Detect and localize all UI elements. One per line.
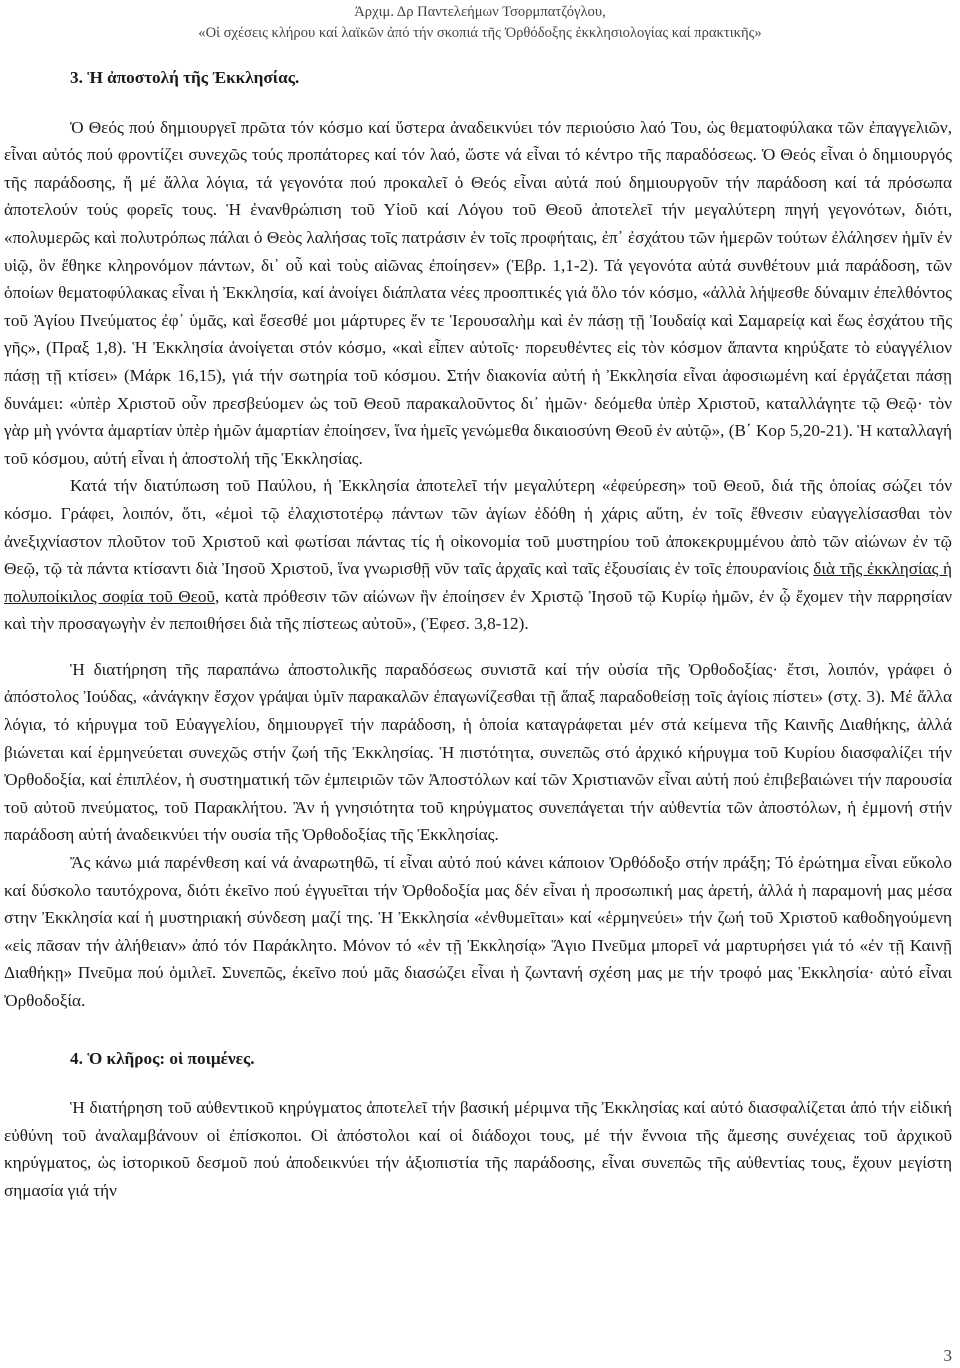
running-header	[0, 2, 960, 44]
section-3-heading: 3. Ἡ ἀποστολή τῆς Ἐκκλησίας.	[70, 68, 300, 87]
page-number: 3	[943, 1346, 952, 1365]
header-author: Ἀρχιμ. Δρ Παντελεήμων Τσορμπατζόγλου,	[354, 4, 606, 20]
section-3-paragraph-1: Ὁ Θεός πού δημιουργεῖ πρῶτα τόν κόσμο καί ὕστερα ἀναδεικνύει τόν περιούσιο λαό Του, ὡς θεματοφύλακα τῶν ἐπαγγελιῶν, εἶναι αὐτός πού φροντίζει συνεχῶς τούς προπάτορες καί τόν λαό, ὥστε νά εἶναι τό κέντρο τῆς παραδόσεως. Ὁ Θεός εἶναι ὁ δημιουργός τῆς παράδοσης, ἤ μέ ἄλλα λόγια, τά γεγονότα πού προκαλεῖ ὁ Θεός εἶναι αὐτά πού δημιουργοῦν τήν παράδοση καί τά πρόσωπα ἀποτελούν τούς φορεῖς τους. Ἡ ἐνανθρώπιση τοῦ Υἱοῦ καί Λόγου τοῦ Θεοῦ ἀποτελεῖ τήν μεγαλύτερη πηγή γεγονότων, διότι, «πολυμερῶς καὶ πολυτρόπως πάλαι ὁ Θεὸς λαλήσας τοῖς πατράσιν ἐν τοῖς προφήταις, ἐπ᾿ ἐσχάτου τῶν ἡμερῶν τούτων ἐλάλησεν ἡμῖν ἐν υἱῷ, ὃν ἔθηκε κληρονόμον πάντων, δι᾿ οὗ καὶ τοὺς αἰῶνας ἐποίησεν» (Ἑβρ. 1,1-2). Τά γεγονότα αὐτά συνθέτουν μιά παράδοση, τῶν ὁποίων θεματοφύλακας εἶναι ἡ Ἐκκλησία, καί ἀνοίγει διάπλατα νέες προοπτικές γιά ὅλο τόν κόσμο, «ἀλλὰ λήψεσθε δύναμιν ἐπελθόντος τοῦ Ἁγίου Πνεύματος ἐφ᾿ ὑμᾶς, καὶ ἔσεσθέ μοι μάρτυρες ἔν τε Ἱερουσαλὴμ καὶ ἐν πάσῃ τῇ Ἰουδαίᾳ καὶ Σαμαρείᾳ καὶ ἕως ἐσχάτου τῆς γῆς», (Πραξ 1,8). Ἡ Ἐκκλησία ἀνοίγεται στόν κόσμο, «καὶ εἶπεν αὐτοῖς· πορευθέντες εἰς τὸν κόσμον ἅπαντα κηρύξατε τὸ εὐαγγέλιον πάσῃ τῇ κτίσει» (Μάρκ 16,15), γιά τήν σωτηρία τοῦ κόσμου. Στήν διακονία αὐτή ἡ Ἐκκλησία εἶναι ἀφοσιωμένη καί ἐργάζεται πάσῃ δυνάμει: «ὑπὲρ Χριστοῦ οὖν πρεσβεύομεν ὡς τοῦ Θεοῦ παρακαλοῦντος δι᾿ ἡμῶν· δεόμεθα ὑπὲρ Χριστοῦ, καταλλάγητε τῷ Θεῷ· τὸν γὰρ μὴ γνόντα ἁμαρτίαν ὑπὲρ ἡμῶν ἁμαρτίαν ἐποίησεν, ἵνα ἡμεῖς γενώμεθα δικαιοσύνη Θεοῦ ἐν αὐτῷ», (Β΄ Κορ 5,20-21). Ἡ καταλλαγή τοῦ κόσμου, αὐτή εἶναι ἡ ἀποστολή τῆς Ἐκκλησίας.	[4, 117, 952, 468]
paragraph-2-text-end: , κατὰ πρόθεσιν τῶν αἰώνων ἣν ἐποίησεν ἐν Χριστῷ Ἰησοῦ τῷ Κυρίῳ ἡμῶν, ἐν ᾧ ἔχομεν τὴν παρρησίαν καὶ τὴν προσαγωγὴν ἐν πεποιθήσει διὰ τῆς πίστεως αὐτοῦ», (Ἐφεσ. 3,8-12).	[4, 586, 953, 634]
header-title: «Οἱ σχέσεις κλήρου καί λαϊκῶν ἀπό τήν σκοπιά τῆς Ὀρθόδοξης ἐκκλησιολογίας καί πρακτικῆς»	[198, 25, 762, 41]
section-3-paragraph-3: Ἡ διατήρηση τῆς παραπάνω ἀποστολικῆς παραδόσεως συνιστᾶ καί τήν οὐσία τῆς Ὀρθοδοξίας· ἔτσι, λοιπόν, γράφει ὁ ἀπόστολος Ἰούδας, «ἀνάγκην ἔσχον γράψαι ὑμῖν παρακαλῶν ἐπαγωνίζεσθαι τῇ ἅπαξ παραδοθείσῃ τοῖς ἁγίοις πίστει» (στχ. 3). Μέ ἄλλα λόγια, τό κήρυγμα τοῦ Εὐαγγελίου, δημιουργεῖ τήν παράδοση, ἡ ὁποία καταγράφεται μέν στά κείμενα τῆς Καινῆς Διαθήκης, ἀλλά βιώνεται καί ἑρμηνεύεται συνεχῶς στήν ζωή τῆς Ἐκκλησίας. Ἡ πιστότητα, συνεπῶς στό ἀρχικό κήρυγμα τοῦ Κυρίου διασφαλίζει τήν Ὀρθοδοξία, καί ἐπιπλέον, ἡ συστηματική τῶν ἐμπειριῶν τῶν Ἀποστόλων καί τῶν Χριστιανῶν εἶναι αὐτή πού ἐπιβεβαιώνει τήν παρουσία τοῦ αὐτοῦ πνεύματος, τοῦ Παρακλήτου. Ἂν ἡ γνησιότητα τοῦ κηρύγματος συνεπάγεται τήν αὐθεντία τῶν ἀποστόλων, ἡ ἐμμονή στήν παράδοση αὐτή ἀναδεικνύει τήν ουσία τῆς Ὀρθοδοξίας τῆς Ἐκκλησίας.	[4, 659, 952, 845]
section-4-heading: 4. Ὁ κλῆρος: οἱ ποιμένες.	[70, 1048, 255, 1068]
paragraph-2-text-start: Κατά τήν διατύπωση τοῦ Παύλου, ἡ Ἐκκλησία ἀποτελεῖ τήν μεγαλύτερη «ἐφεύρεση» τοῦ Θεοῦ, διά τῆς ὁποίας σώζει τόν κόσμο. Γράφει, λοιπόν, ὅτι, «ἐμοὶ τῷ ἐλαχιστοτέρῳ πάντων τῶν ἁγίων ἐδόθη ἡ χάρις αὕτη, ἐν τοῖς ἔθνεσιν εὐαγγελίσασθαι τὸν ἀνεξιχνίαστον πλοῦτον τοῦ Χριστοῦ καὶ φωτίσαι πάντας τίς ἡ οἰκονομία τοῦ μυστηρίου τοῦ ἀποκεκρυμμένου ἀπὸ τῶν αἰώνων ἐν τῷ Θεῷ, τῷ τὰ πάντα κτίσαντι διὰ Ἰησοῦ Χριστοῦ, ἵνα γνωρισθῇ νῦν ταῖς ἀρχαῖς καὶ ταῖς ἐξουσίαις ἐν τοῖς ἐπουρανίοις	[4, 476, 952, 579]
section-3-paragraph-2	[4, 472, 952, 638]
section-3-paragraph-4: Ἄς κάνω μιά παρένθεση καί νά ἀναρωτηθῶ, τί εἶναι αὐτό πού κάνει κάποιον Ὀρθόδοξο στήν πράξη; Τό ἐρώτημα εἶναι εὔκολο καί δύσκολο ταυτόχρονα, διότι ἐκεῖνο πού ἐγγυεῖται τήν Ὀρθοδοξία μας δέν εἶναι ἡ προσωπική μας ἀρετή, ἀλλά ἡ παραμονή μας μέσα στην Ἐκκλησία καί ἡ μυστηριακή σύνδεση μαζί της. Ἡ Ἐκκλησία «ἐνθυμεῖται» καί «ἑρμηνεύει» τήν ζωή τοῦ Χριστοῦ καθοδηγούμενη «εἰς πᾶσαν τήν ἀλήθειαν» ἀπό τόν Παράκλητο. Μόνον τό «ἐν τῇ Ἐκκλησίᾳ» Ἅγιο Πνεῦμα μπορεῖ νά μαρτυρήσει γιά τό «ἐν τῇ Καινῇ Διαθήκῃ» Πνεῦμα πού ὁμιλεῖ. Συνεπῶς, ἐκεῖνο πού μᾶς διασώζει εἶναι ἡ ζωντανή σχέση μας με τήν τροφό μας Ἐκκλησία· αὐτό εἶναι Ὀρθοδοξία.	[4, 853, 952, 1010]
section-4-paragraph-1: Ἡ διατήρηση τοῦ αὐθεντικοῦ κηρύγματος ἀποτελεῖ τήν βασική μέριμνα τῆς Ἐκκλησίας καί αὐτό διασφαλίζεται ἀπό τήν εἰδική εὐθύνη τοῦ ἀναλαμβάνουν οἱ ἐπίσκοποι. Οἱ ἀπόστολοι καί οἱ διάδοχοι τους, μέ τήν ἔννοια τῆς ἄμεσης συνέχειας τοῦ ἀρχικοῦ κηρύγματος, ὡς ἱστορικοῦ δεσμοῦ πού ἀποδεικνύει τήν ἀξιοπιστία τῆς παράδοσης, εἶναι συνεπῶς τῆς αὐθεντίας τους, ἔχουν μεγίστη σημασία γιά τήν	[4, 1098, 952, 1200]
document-body	[4, 64, 952, 1205]
underlined-quote: διὰ τῆς ἐκκλησίας ἡ πολυποίκιλος σοφία τοῦ Θεοῦ	[4, 559, 953, 606]
